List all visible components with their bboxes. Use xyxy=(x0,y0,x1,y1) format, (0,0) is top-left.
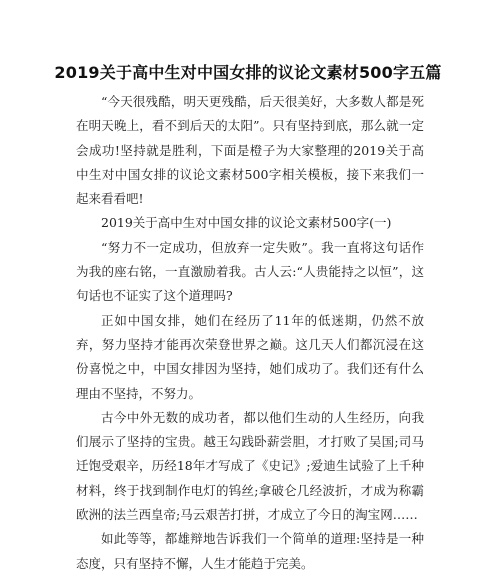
paragraph-intro: “今天很残酷，明天更残酷，后天很美好，大多数人都是死在明天晚上，看不到后天的太阳”。只有坚持到底，那么就一定会成功!坚持就是胜利，下面是橙子为大家整理的2019关于高中生对中国女排的议论文素材500字相关模板，接下来我们一起来看看吧! xyxy=(76,94,424,207)
paragraph: 如此等等，都雄辩地告诉我们一个简单的道理:坚持是一种态度，只有坚持不懈，人生才能趋于完美。 xyxy=(76,531,424,571)
paragraph: 正如中国女排，她们在经历了11年的低迷期，仍然不放弃，努力坚持才能再次荣登世界之巅。这几天人们都沉浸在这份喜悦之中，中国女排因为坚持，她们成功了。我们还有什么理由不坚持，不努力。 xyxy=(76,312,424,401)
paragraph: 古今中外无数的成功者，都以他们生动的人生经历，向我们展示了坚持的宝贵。越王勾践卧薪尝胆，才打败了吴国;司马迁饱受艰辛，历经18年才写成了《史记》;爱迪生试验了上千种材料，终于找到制作电灯的钨丝;拿破仑几经波折，才成为称霸欧洲的法兰西皇帝;马云艰苦打拼，才成立了今日的淘宝网…… xyxy=(76,409,424,523)
document-title: 2019关于高中生对中国女排的议论文素材500字五篇 xyxy=(54,63,442,82)
document-body xyxy=(76,90,424,576)
section-heading: 2019关于高中生对中国女排的议论文素材500字(一) xyxy=(101,215,392,231)
paragraph: “努力不一定成功，但放弃一定失败”。我一直将这句话作为我的座右铭，一直激励着我。古人云:“人贵能持之以恒”，这句话也不证实了这个道理吗? xyxy=(76,239,424,304)
